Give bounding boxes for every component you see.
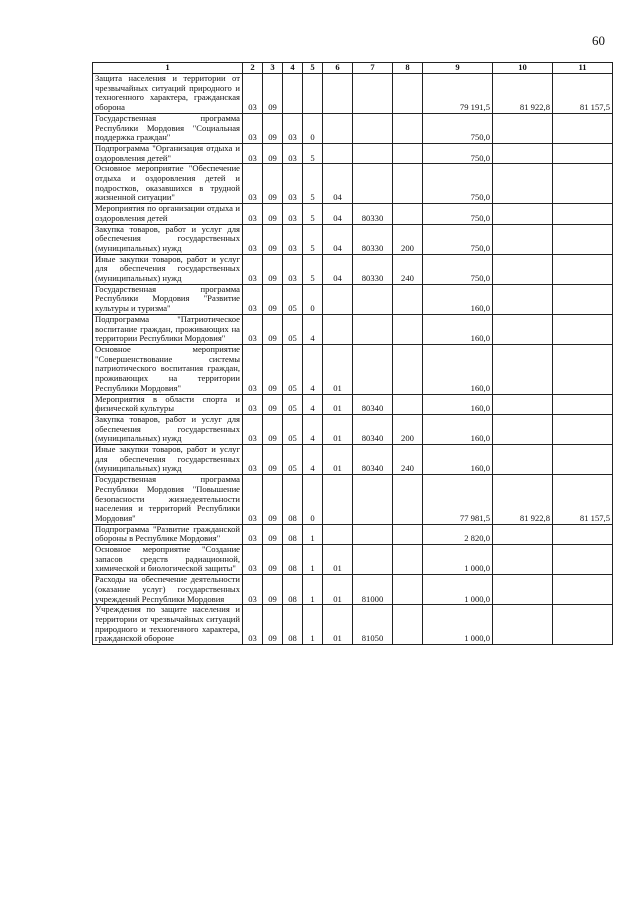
row-value-cell	[493, 445, 553, 475]
row-value-cell: 03	[243, 475, 263, 525]
table-row	[93, 475, 613, 525]
row-value-cell: 04	[323, 164, 353, 204]
table-row	[93, 545, 613, 575]
row-value-cell: 03	[243, 143, 263, 163]
row-value-cell: 09	[263, 344, 283, 394]
row-value-cell: 01	[323, 605, 353, 645]
row-value-cell: 03	[283, 254, 303, 284]
row-value-cell: 09	[263, 113, 283, 143]
col-header: 6	[323, 63, 353, 74]
row-name-cell: Закупка товаров, работ и услуг для обеспечения государственных (муниципальных) нужд	[93, 224, 243, 254]
row-value-cell	[553, 344, 613, 394]
row-value-cell: 04	[323, 254, 353, 284]
row-value-cell	[323, 475, 353, 525]
row-name-cell: Иные закупки товаров, работ и услуг для обеспечения государственных (муниципальных) нужд	[93, 445, 243, 475]
row-value-cell: 160,0	[423, 314, 493, 344]
row-value-cell	[353, 314, 393, 344]
row-value-cell: 1 000,0	[423, 575, 493, 605]
row-value-cell: 160,0	[423, 445, 493, 475]
row-value-cell	[393, 204, 423, 224]
page-number: 60	[592, 33, 605, 48]
row-value-cell	[553, 224, 613, 254]
row-name-cell: Мероприятия по организации отдыха и оздоровления детей	[93, 204, 243, 224]
row-value-cell	[493, 344, 553, 394]
row-value-cell	[493, 575, 553, 605]
col-header: 10	[493, 63, 553, 74]
row-name-cell: Основное мероприятие "Совершенствование системы патриотического воспитания граждан, проживающих на территории Республики Мордовия"	[93, 344, 243, 394]
row-value-cell: 160,0	[423, 344, 493, 394]
row-value-cell	[323, 524, 353, 544]
row-value-cell	[553, 113, 613, 143]
row-value-cell: 750,0	[423, 254, 493, 284]
col-header: 9	[423, 63, 493, 74]
row-value-cell: 03	[243, 605, 263, 645]
row-value-cell: 5	[303, 204, 323, 224]
row-value-cell	[353, 113, 393, 143]
table-row	[93, 524, 613, 544]
row-value-cell: 05	[283, 414, 303, 444]
row-value-cell	[553, 575, 613, 605]
row-value-cell: 09	[263, 394, 283, 414]
row-value-cell: 09	[263, 224, 283, 254]
row-value-cell: 05	[283, 284, 303, 314]
row-value-cell: 240	[393, 445, 423, 475]
table-row	[93, 113, 613, 143]
row-value-cell: 05	[283, 344, 303, 394]
row-value-cell: 03	[243, 284, 263, 314]
row-name-cell: Основное мероприятие "Создание запасов средств радиационной, химической и биологической защиты"	[93, 545, 243, 575]
row-value-cell	[323, 284, 353, 314]
row-value-cell: 80340	[353, 394, 393, 414]
row-value-cell	[493, 394, 553, 414]
row-value-cell	[283, 74, 303, 114]
table-row	[93, 164, 613, 204]
row-value-cell	[493, 605, 553, 645]
row-value-cell: 79 191,5	[423, 74, 493, 114]
row-value-cell	[493, 164, 553, 204]
row-value-cell	[323, 113, 353, 143]
row-value-cell: 09	[263, 164, 283, 204]
row-value-cell: 03	[283, 224, 303, 254]
row-value-cell: 05	[283, 314, 303, 344]
row-value-cell: 03	[243, 164, 263, 204]
row-value-cell: 4	[303, 414, 323, 444]
row-value-cell: 81 922,8	[493, 475, 553, 525]
row-value-cell: 80330	[353, 224, 393, 254]
row-value-cell: 77 981,5	[423, 475, 493, 525]
row-value-cell: 01	[323, 344, 353, 394]
row-value-cell: 4	[303, 344, 323, 394]
row-value-cell: 09	[263, 414, 283, 444]
header-row	[93, 63, 613, 74]
table-row	[93, 74, 613, 114]
row-value-cell: 08	[283, 605, 303, 645]
row-name-cell: Основное мероприятие "Обеспечение отдыха и оздоровления детей и подростков, оказавшихся в трудной жизненной ситуации"	[93, 164, 243, 204]
row-value-cell: 160,0	[423, 394, 493, 414]
row-value-cell: 81 157,5	[553, 475, 613, 525]
row-value-cell: 09	[263, 605, 283, 645]
row-value-cell: 81000	[353, 575, 393, 605]
row-value-cell: 1	[303, 605, 323, 645]
row-value-cell	[553, 204, 613, 224]
row-value-cell	[493, 113, 553, 143]
row-value-cell	[493, 204, 553, 224]
table-row	[93, 204, 613, 224]
row-value-cell	[393, 113, 423, 143]
row-value-cell: 0	[303, 113, 323, 143]
row-value-cell: 09	[263, 524, 283, 544]
row-value-cell	[493, 224, 553, 254]
table-row	[93, 414, 613, 444]
row-value-cell	[493, 545, 553, 575]
table-body	[93, 74, 613, 645]
row-value-cell: 750,0	[423, 224, 493, 254]
row-name-cell: Подпрограмма "Развитие гражданской обороны в Республике Мордовия"	[93, 524, 243, 544]
row-value-cell: 09	[263, 254, 283, 284]
row-value-cell: 80340	[353, 414, 393, 444]
row-value-cell	[553, 445, 613, 475]
row-value-cell	[393, 143, 423, 163]
col-header: 8	[393, 63, 423, 74]
row-value-cell: 09	[263, 204, 283, 224]
row-value-cell: 03	[243, 254, 263, 284]
row-value-cell	[393, 475, 423, 525]
row-value-cell: 08	[283, 545, 303, 575]
row-value-cell	[393, 524, 423, 544]
row-value-cell	[493, 414, 553, 444]
row-value-cell	[353, 284, 393, 314]
row-value-cell: 750,0	[423, 204, 493, 224]
row-value-cell: 5	[303, 224, 323, 254]
row-value-cell: 08	[283, 575, 303, 605]
row-name-cell: Мероприятия в области спорта и физической культуры	[93, 394, 243, 414]
row-value-cell: 750,0	[423, 143, 493, 163]
row-value-cell: 01	[323, 575, 353, 605]
col-header: 7	[353, 63, 393, 74]
row-value-cell: 03	[243, 524, 263, 544]
row-value-cell: 750,0	[423, 113, 493, 143]
row-value-cell	[393, 74, 423, 114]
row-value-cell: 09	[263, 475, 283, 525]
row-value-cell: 81 157,5	[553, 74, 613, 114]
row-value-cell: 240	[393, 254, 423, 284]
row-value-cell	[353, 164, 393, 204]
row-name-cell: Иные закупки товаров, работ и услуг для обеспечения государственных (муниципальных) нужд	[93, 254, 243, 284]
row-value-cell: 01	[323, 414, 353, 444]
row-value-cell: 1	[303, 545, 323, 575]
row-value-cell	[493, 284, 553, 314]
row-value-cell: 03	[243, 445, 263, 475]
row-value-cell: 1	[303, 575, 323, 605]
row-name-cell: Государственная программа Республики Мордовия "Социальная поддержка граждан"	[93, 113, 243, 143]
row-value-cell: 750,0	[423, 164, 493, 204]
row-value-cell	[553, 314, 613, 344]
col-header: 3	[263, 63, 283, 74]
row-value-cell	[393, 344, 423, 394]
row-value-cell	[553, 414, 613, 444]
row-value-cell: 05	[283, 394, 303, 414]
row-value-cell: 09	[263, 575, 283, 605]
col-header: 11	[553, 63, 613, 74]
table-row	[93, 605, 613, 645]
table-row	[93, 314, 613, 344]
row-value-cell: 03	[243, 204, 263, 224]
row-name-cell: Закупка товаров, работ и услуг для обеспечения государственных (муниципальных) нужд	[93, 414, 243, 444]
row-value-cell: 03	[283, 164, 303, 204]
row-value-cell	[393, 545, 423, 575]
row-value-cell: 03	[243, 314, 263, 344]
row-value-cell: 03	[243, 344, 263, 394]
row-value-cell	[353, 143, 393, 163]
row-value-cell: 5	[303, 164, 323, 204]
row-value-cell: 08	[283, 475, 303, 525]
row-value-cell: 03	[243, 545, 263, 575]
row-value-cell	[553, 164, 613, 204]
table-row	[93, 344, 613, 394]
row-value-cell: 03	[243, 113, 263, 143]
row-value-cell: 03	[283, 143, 303, 163]
row-value-cell: 160,0	[423, 284, 493, 314]
row-value-cell: 09	[263, 545, 283, 575]
row-value-cell	[323, 314, 353, 344]
row-value-cell	[553, 524, 613, 544]
row-value-cell: 81 922,8	[493, 74, 553, 114]
row-name-cell: Подпрограмма "Патриотическое воспитание граждан, проживающих на территории Республики Мордовия"	[93, 314, 243, 344]
row-value-cell: 1 000,0	[423, 545, 493, 575]
row-value-cell: 03	[243, 74, 263, 114]
row-value-cell	[353, 545, 393, 575]
table-row	[93, 575, 613, 605]
row-value-cell: 80330	[353, 204, 393, 224]
row-value-cell	[553, 254, 613, 284]
row-value-cell: 80340	[353, 445, 393, 475]
table-row	[93, 284, 613, 314]
row-value-cell	[493, 143, 553, 163]
row-name-cell: Подпрограмма "Организация отдыха и оздоровления детей"	[93, 143, 243, 163]
row-value-cell	[353, 475, 393, 525]
table-row	[93, 445, 613, 475]
row-value-cell	[353, 524, 393, 544]
row-value-cell: 200	[393, 224, 423, 254]
row-value-cell	[323, 74, 353, 114]
row-value-cell	[553, 284, 613, 314]
row-value-cell: 09	[263, 74, 283, 114]
row-value-cell	[553, 394, 613, 414]
row-value-cell: 03	[243, 414, 263, 444]
row-value-cell: 1 000,0	[423, 605, 493, 645]
row-value-cell	[493, 254, 553, 284]
row-value-cell: 4	[303, 314, 323, 344]
row-value-cell	[393, 284, 423, 314]
table-row	[93, 254, 613, 284]
row-value-cell	[353, 344, 393, 394]
table-row	[93, 224, 613, 254]
row-value-cell: 09	[263, 445, 283, 475]
row-value-cell	[553, 545, 613, 575]
row-value-cell: 4	[303, 394, 323, 414]
row-value-cell	[553, 605, 613, 645]
row-value-cell: 03	[283, 113, 303, 143]
col-header: 5	[303, 63, 323, 74]
row-value-cell	[393, 164, 423, 204]
row-value-cell: 04	[323, 224, 353, 254]
row-name-cell: Защита населения и территории от чрезвычайных ситуаций природного и техногенного характера, гражданская оборона	[93, 74, 243, 114]
col-header: 2	[243, 63, 263, 74]
row-value-cell: 5	[303, 143, 323, 163]
row-value-cell: 5	[303, 254, 323, 284]
row-value-cell	[393, 605, 423, 645]
row-value-cell: 09	[263, 143, 283, 163]
row-value-cell: 08	[283, 524, 303, 544]
row-value-cell: 80330	[353, 254, 393, 284]
row-value-cell	[323, 143, 353, 163]
row-value-cell: 200	[393, 414, 423, 444]
row-name-cell: Государственная программа Республики Мордовия "Повышение безопасности жизнедеятельности населения и территорий Республики Мордовия"	[93, 475, 243, 525]
row-value-cell: 0	[303, 284, 323, 314]
row-value-cell: 09	[263, 284, 283, 314]
row-value-cell: 09	[263, 314, 283, 344]
row-value-cell: 81050	[353, 605, 393, 645]
row-value-cell: 01	[323, 545, 353, 575]
row-value-cell: 2 820,0	[423, 524, 493, 544]
row-value-cell: 4	[303, 445, 323, 475]
row-value-cell	[493, 524, 553, 544]
row-value-cell: 03	[243, 394, 263, 414]
row-name-cell: Государственная программа Республики Мордовия "Развитие культуры и туризма"	[93, 284, 243, 314]
row-value-cell: 01	[323, 445, 353, 475]
row-value-cell	[493, 314, 553, 344]
row-name-cell: Расходы на обеспечение деятельности (оказание услуг) государственных учреждений Республики Мордовия	[93, 575, 243, 605]
row-value-cell: 01	[323, 394, 353, 414]
col-header: 1	[93, 63, 243, 74]
row-value-cell: 160,0	[423, 414, 493, 444]
row-value-cell: 04	[323, 204, 353, 224]
col-header: 4	[283, 63, 303, 74]
row-value-cell	[393, 394, 423, 414]
row-value-cell	[393, 575, 423, 605]
row-value-cell: 03	[243, 224, 263, 254]
row-value-cell	[353, 74, 393, 114]
row-value-cell	[303, 74, 323, 114]
row-value-cell	[393, 314, 423, 344]
table-row	[93, 394, 613, 414]
table-row	[93, 143, 613, 163]
row-value-cell: 1	[303, 524, 323, 544]
row-value-cell	[553, 143, 613, 163]
row-name-cell: Учреждения по защите населения и территории от чрезвычайных ситуаций природного и техногенного характера, гражданской обороне	[93, 605, 243, 645]
row-value-cell: 03	[283, 204, 303, 224]
budget-table	[92, 62, 613, 645]
row-value-cell: 0	[303, 475, 323, 525]
row-value-cell: 03	[243, 575, 263, 605]
row-value-cell: 05	[283, 445, 303, 475]
